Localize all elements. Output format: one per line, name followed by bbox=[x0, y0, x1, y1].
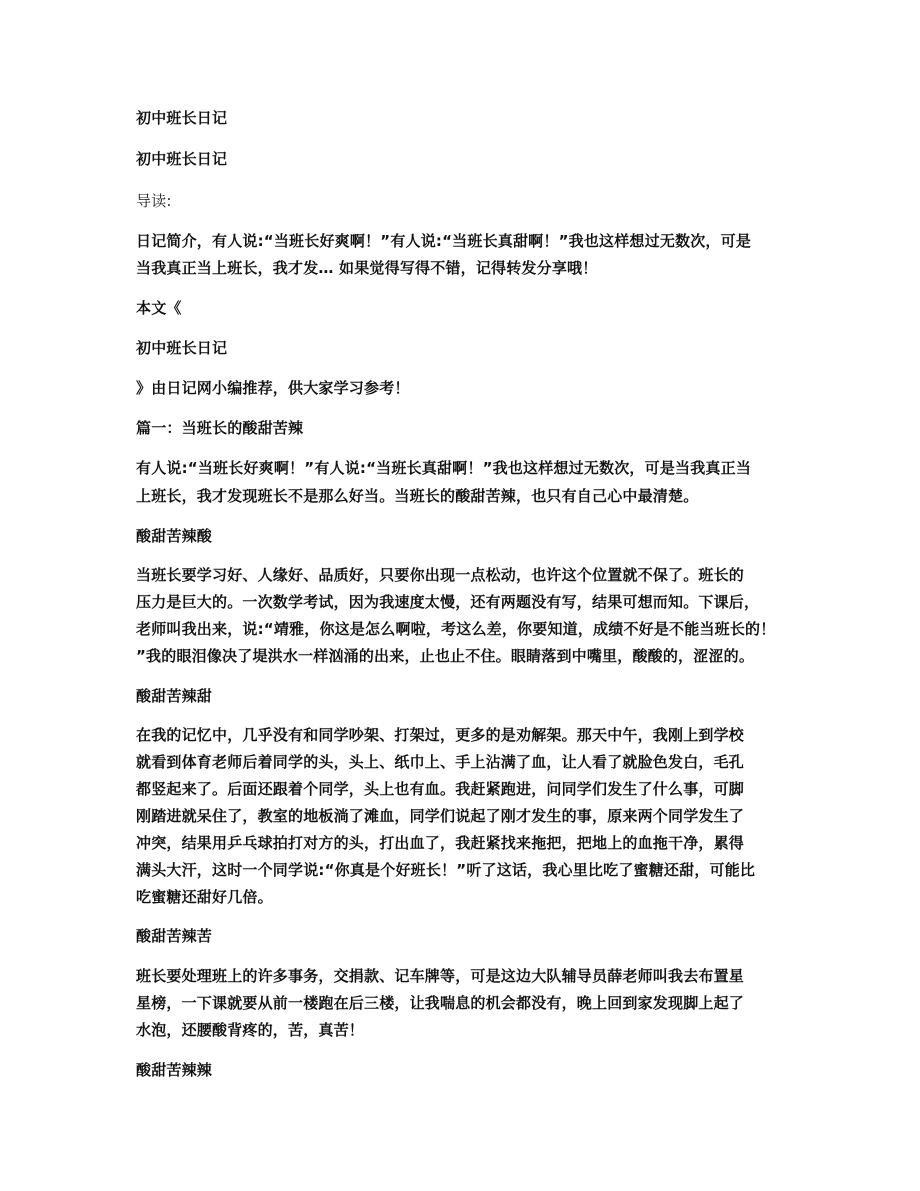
paragraph-line: 吃蜜糖还甜好几倍。 bbox=[136, 888, 273, 906]
intro-line: 当我真正当上班长，我才发… 如果觉得写得不错，记得转发分享哦！ bbox=[136, 259, 598, 277]
paragraph-line: 刚踏进就呆住了，教室的地板淌了滩血，同学们说起了刚才发生的事，原来两个同学发生了 bbox=[136, 807, 745, 825]
paragraph-line: ”我的眼泪像决了堤洪水一样汹涌的出来，止也止不住。眼睛落到中嘴里，酸酸的，涩涩的。 bbox=[136, 647, 755, 665]
paragraph-line: 当班长要学习好、人缘好、品质好，只要你出现一点松动，也许这个位置就不保了。班长的 bbox=[136, 566, 745, 584]
paragraph-line: 上班长，我才发现班长不是那么好当。当班长的酸甜苦辣，也只有自己心中最清楚。 bbox=[136, 487, 699, 505]
intro-line: 日记简介，有人说:“当班长好爽啊！”有人说:“当班长真甜啊！”我也这样想过无数次，可是 bbox=[136, 232, 752, 250]
paragraph-line: 满头大汗，这时一个同学说:“你真是个好班长！”听了这话，我心里比吃了蜜糖还甜，可能比 bbox=[136, 861, 756, 879]
paragraph-line: 水泡，还腰酸背疼的，苦，真苦！ bbox=[136, 1021, 365, 1039]
paragraph-line: 老师叫我出来，说:“靖雅，你这是怎么啊啦，考这么差，你要知道，成绩不好是不能当班长的！ bbox=[136, 620, 776, 638]
paragraph-line: 班长要处理班上的许多事务，交捐款、记车牌等，可是这边大队辅导员薛老师叫我去布置星 bbox=[136, 967, 745, 985]
source-prefix: 本文《 bbox=[136, 299, 182, 317]
paragraph-line: 就看到体育老师后着同学的头，头上、纸巾上、手上沾满了血，让人看了就脸色发白，毛孔 bbox=[136, 753, 745, 771]
paragraph-line: 在我的记忆中，几乎没有和同学吵架、打架过，更多的是劝解架。那天中午，我刚上到学校 bbox=[136, 726, 745, 744]
paragraph-line: 冲突，结果用乒乓球拍打对方的头，打出血了，我赶紧找来拖把，把地上的血拖干净，累得 bbox=[136, 834, 745, 852]
guide-label: 导读: bbox=[136, 192, 172, 210]
source-title: 初中班长日记 bbox=[136, 339, 228, 357]
subheading-bitter: 酸甜苦辣苦 bbox=[136, 927, 213, 945]
subheading-spicy: 酸甜苦辣辣 bbox=[136, 1061, 213, 1079]
subheading-sweet: 酸甜苦辣甜 bbox=[136, 687, 213, 705]
source-suffix: 》由日记网小编推荐，供大家学习参考！ bbox=[136, 379, 410, 397]
subheading-sour: 酸甜苦辣酸 bbox=[136, 527, 213, 545]
section-heading: 篇一：当班长的酸甜苦辣 bbox=[136, 419, 304, 437]
paragraph-line: 星榜，一下课就要从前一楼跑在后三楼，让我喘息的机会都没有，晚上回到家发现脚上起了 bbox=[136, 994, 745, 1012]
paragraph-line: 压力是巨大的。一次数学考试，因为我速度太慢，还有两题没有写，结果可想而知。下课后， bbox=[136, 593, 760, 611]
paragraph-line: 有人说:“当班长好爽啊！”有人说:“当班长真甜啊！”我也这样想过无数次，可是当我真正当 bbox=[136, 459, 752, 477]
paragraph-line: 都竖起来了。后面还跟着个同学，头上也有血。我赶紧跑进，问同学们发生了什么事，可脚 bbox=[136, 780, 745, 798]
document-title: 初中班长日记 bbox=[136, 109, 228, 127]
document-subtitle: 初中班长日记 bbox=[136, 150, 228, 168]
